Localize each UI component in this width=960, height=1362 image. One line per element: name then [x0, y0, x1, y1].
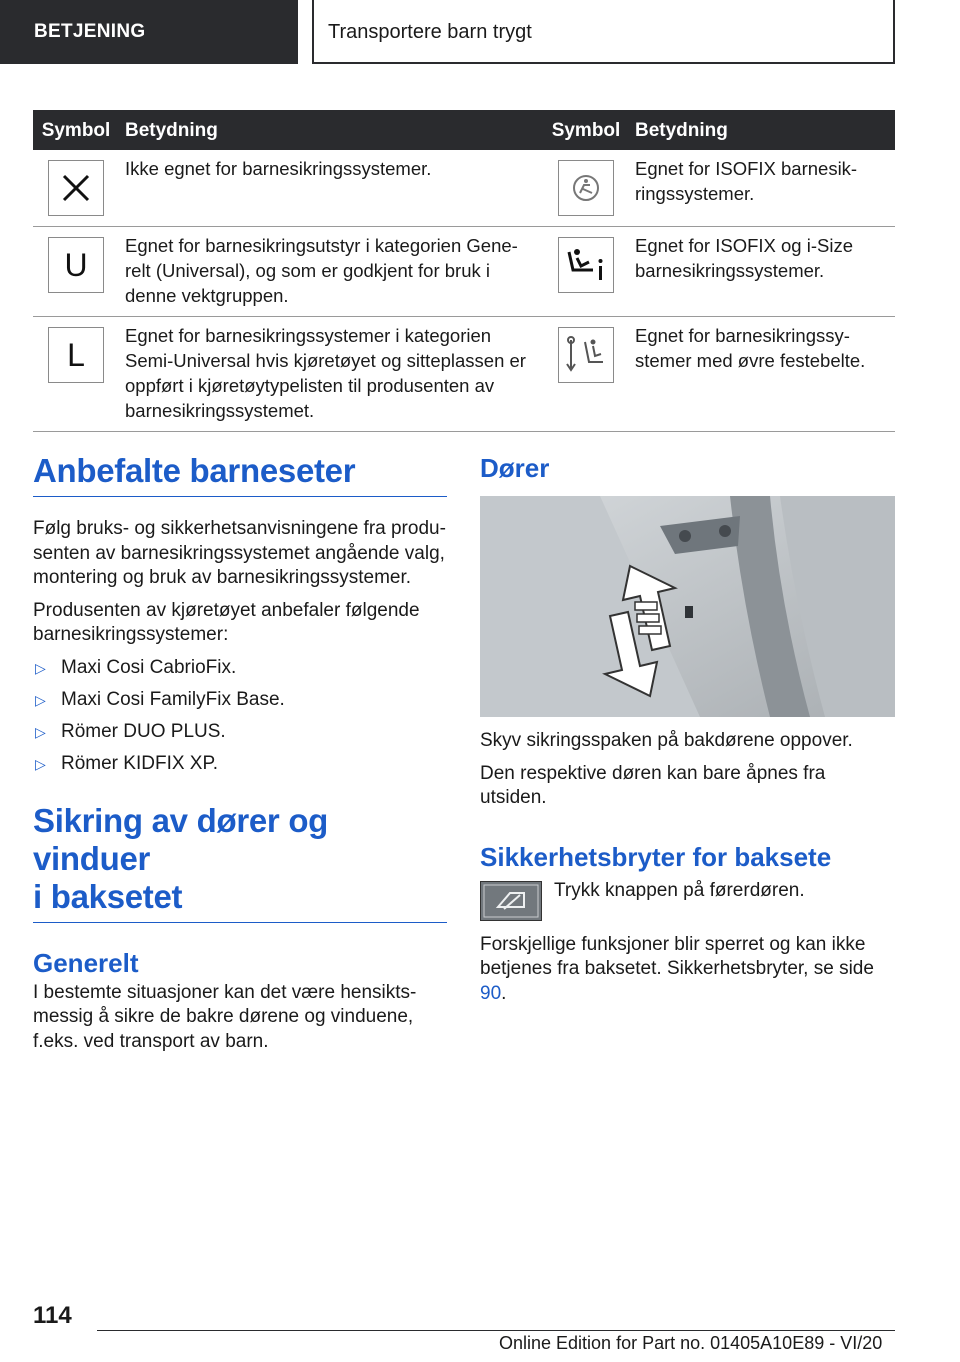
- meaning-cell: Egnet for barnesikringsutstyr i kategorien Gene-relt (Universal), og som er godkjent for bruk i denne vektgruppen.: [119, 227, 543, 317]
- page-link[interactable]: 90: [480, 982, 502, 1004]
- table-row: [33, 150, 895, 227]
- heading-recommended-seats: Anbefalte barneseter: [33, 452, 447, 497]
- isofix-seat-icon: [558, 160, 614, 216]
- isofix-isize-seat-icon: [558, 237, 614, 293]
- heading-securing-doors-windows: [33, 802, 447, 923]
- meaning-cell: Egnet for ISOFIX barnesik-ringssystemer.: [629, 150, 895, 227]
- symbol-cell: [33, 227, 119, 317]
- meaning-cell: Ikke egnet for barnesikringssystemer.: [119, 150, 543, 227]
- window-lock-button-icon: [480, 881, 542, 921]
- symbol-cell: [543, 317, 629, 432]
- table-row: [33, 227, 895, 317]
- list-item: [33, 752, 447, 776]
- letter-l-icon: [48, 327, 104, 383]
- page-header: [0, 0, 960, 66]
- paragraph-text: Forskjellige funksjoner blir sperret og kan ikke betjenes fra baksetet. Sikkerhetsbryter, se side: [480, 933, 874, 979]
- paragraph: I bestemte situasjoner kan det være hensikts-messig å sikre de bakre dørene og vinduene, f.eks. ved transport av barn.: [33, 981, 417, 1052]
- letter-u-icon: [48, 237, 104, 293]
- heading-general: Generelt: [33, 947, 139, 978]
- paragraph-text: .: [501, 982, 507, 1004]
- column-header: Symbol: [33, 110, 119, 150]
- paragraph: Den respektive døren kan bare åpnes fra utsiden.: [480, 762, 826, 808]
- list-item-text: Maxi Cosi FamilyFix Base.: [61, 688, 285, 710]
- rear-door-child-lock-illustration: [480, 496, 895, 717]
- meaning-cell: Egnet for barnesikringssy-stemer med øvre festebelte.: [629, 317, 895, 432]
- page-number: 114: [33, 1302, 72, 1329]
- paragraph: Skyv sikringsspaken på bakdørene oppover.: [480, 730, 853, 751]
- paragraph: Trykk knappen på førerdøren.: [554, 879, 805, 901]
- chapter-title: Transportere barn trygt: [312, 0, 895, 64]
- top-tether-seat-icon: [558, 327, 614, 383]
- heading-line: i baksetet: [33, 877, 183, 915]
- list-item-text: Römer DUO PLUS.: [61, 720, 226, 742]
- list-item-text: Römer KIDFIX XP.: [61, 752, 218, 774]
- switch-row: [480, 879, 895, 923]
- list-item-text: Maxi Cosi CabrioFix.: [61, 656, 237, 678]
- heading-rear-safety-switch: Sikkerhetsbryter for baksete: [480, 841, 832, 872]
- meaning-cell: Egnet for ISOFIX og i-Size barnesikringssystemer.: [629, 227, 895, 317]
- recommended-seat-list: [33, 656, 447, 776]
- triangle-bullet-icon: ▷: [35, 691, 46, 708]
- column-header: Symbol: [543, 110, 629, 150]
- left-column: [33, 446, 447, 1054]
- triangle-bullet-icon: ▷: [35, 659, 46, 676]
- heading-line: Sikring av dører og vinduer: [33, 801, 329, 877]
- paragraph: Produsenten av kjøretøyet anbefaler følgende barnesikringssystemer:: [33, 599, 420, 645]
- paragraph: Følg bruks- og sikkerhetsanvisningene fra produ-senten av barnesikringssystemet angående valg, montering og bruk av barnesikringssystemer.: [33, 518, 446, 588]
- section-tab: BETJENING: [0, 0, 298, 64]
- meaning-cell: Egnet for barnesikringssystemer i kategorien Semi-Universal hvis kjøretøyet og sitteplassen er oppført i kjøretøytypelisten til produsenten av barnesikringssystemet.: [119, 317, 543, 432]
- footer-divider: [97, 1330, 895, 1331]
- symbol-table: [33, 110, 895, 432]
- edition-note: Online Edition for Part no. 01405A10E89 - VI/20: [499, 1333, 883, 1353]
- symbol-letter: L: [67, 337, 85, 373]
- symbol-cell: [33, 317, 119, 432]
- symbol-cell: [33, 150, 119, 227]
- table-header-row: [33, 110, 895, 150]
- symbol-cell: [543, 150, 629, 227]
- list-item: [33, 656, 447, 680]
- x-mark-icon: [48, 160, 104, 216]
- column-header: Betydning: [119, 110, 543, 150]
- triangle-bullet-icon: ▷: [35, 723, 46, 740]
- heading-doors: Dører: [480, 453, 550, 483]
- table-row: [33, 317, 895, 432]
- symbol-cell: [543, 227, 629, 317]
- triangle-bullet-icon: ▷: [35, 755, 46, 772]
- list-item: [33, 720, 447, 744]
- symbol-letter: U: [64, 247, 88, 283]
- column-header: Betydning: [629, 110, 895, 150]
- cross-reference-paragraph: [480, 933, 895, 1007]
- right-column: [480, 446, 895, 1006]
- list-item: [33, 688, 447, 712]
